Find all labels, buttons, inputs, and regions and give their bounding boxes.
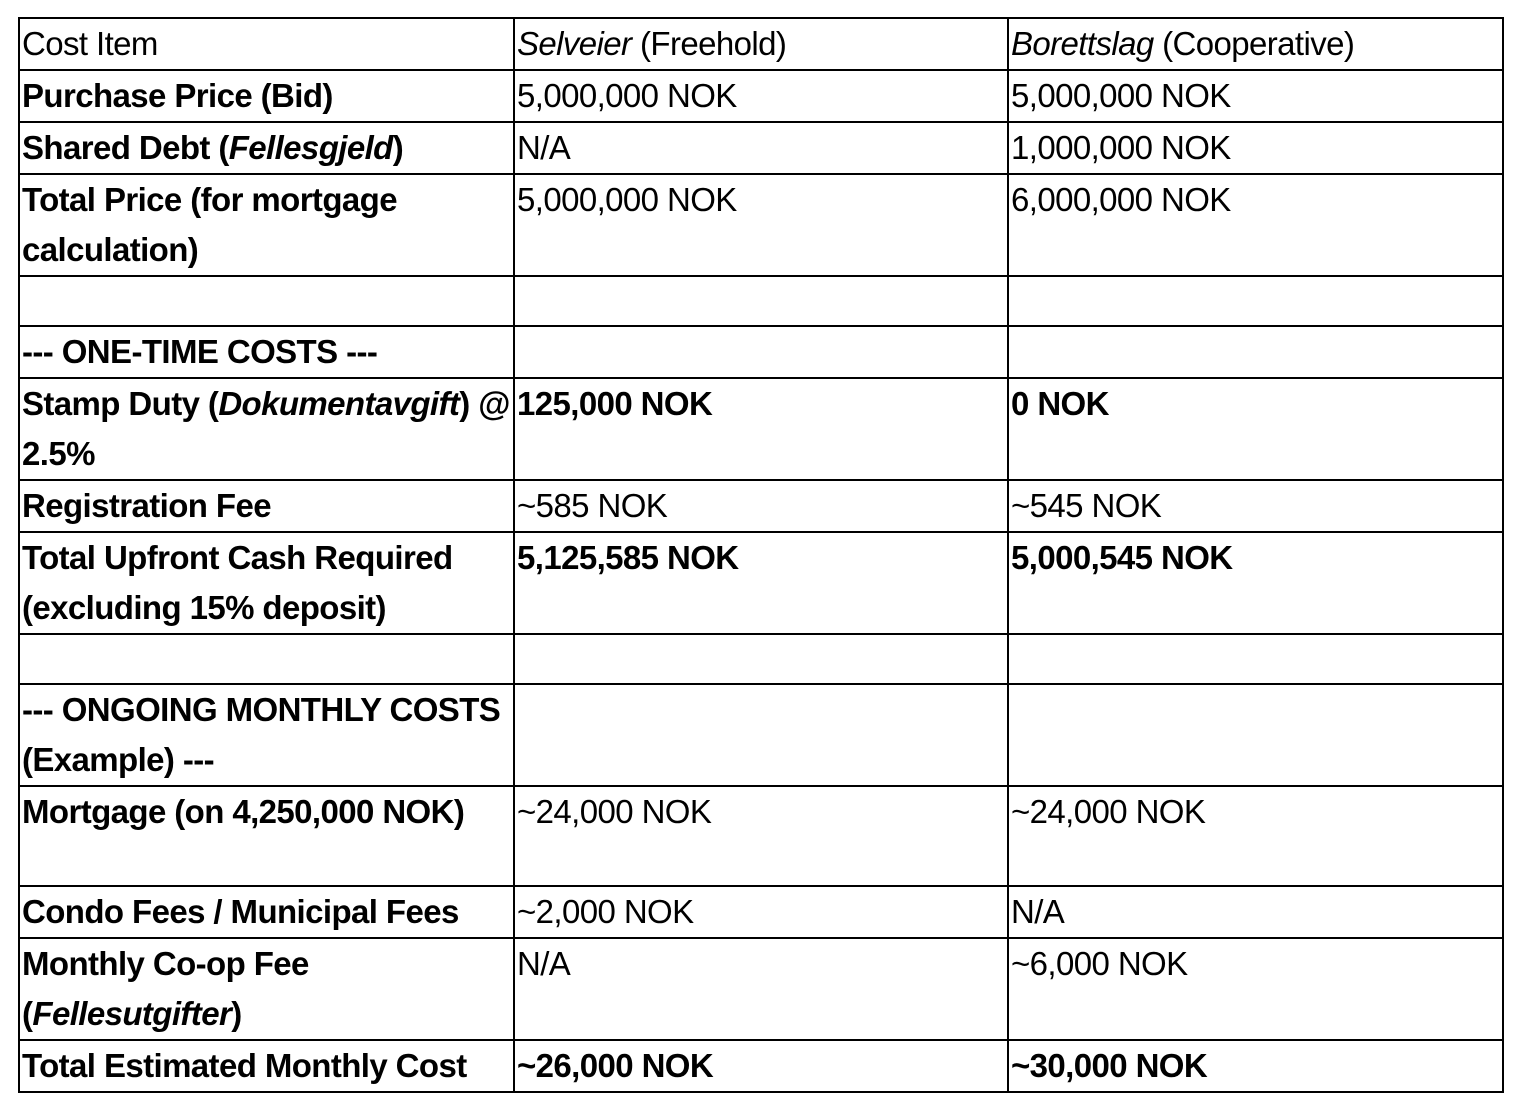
selveier-value-cell xyxy=(514,938,1008,1040)
borettslag-value-cell xyxy=(1008,886,1503,938)
cost-item-label: Registration Fee xyxy=(22,487,271,524)
cost-item-cell xyxy=(19,378,514,480)
selveier-value: ~585 NOK xyxy=(517,487,668,524)
selveier-value-cell xyxy=(514,174,1008,276)
norwegian-term: Fellesutgifter xyxy=(32,995,232,1032)
borettslag-value-cell xyxy=(1008,786,1503,886)
table-row xyxy=(19,886,1503,938)
table-row xyxy=(19,276,1503,326)
borettslag-value-cell xyxy=(1008,276,1503,326)
selveier-value: 5,125,585 NOK xyxy=(517,539,739,576)
borettslag-value-cell xyxy=(1008,174,1503,276)
borettslag-value-cell xyxy=(1008,378,1503,480)
table-row xyxy=(19,70,1503,122)
cost-item-label: ) @ 2.5% xyxy=(22,385,510,472)
selveier-value-cell xyxy=(514,786,1008,886)
table-row xyxy=(19,532,1503,634)
borettslag-value-cell xyxy=(1008,326,1503,378)
selveier-value: 5,000,000 NOK xyxy=(517,181,737,218)
header-borettslag-translation: (Cooperative) xyxy=(1153,25,1355,62)
selveier-value: N/A xyxy=(517,945,571,982)
selveier-value-cell xyxy=(514,1040,1008,1092)
cost-item-cell xyxy=(19,174,514,276)
borettslag-value: ~545 NOK xyxy=(1011,487,1162,524)
header-borettslag-term: Borettslag xyxy=(1011,25,1154,62)
selveier-value-cell xyxy=(514,276,1008,326)
selveier-value: ~26,000 NOK xyxy=(517,1047,714,1084)
cost-item-cell xyxy=(19,938,514,1040)
cost-item-label: Total Price (for mortgage calculation) xyxy=(22,181,397,268)
cost-item-label: Mortgage (on 4,250,000 NOK) xyxy=(22,793,465,830)
selveier-value-cell xyxy=(514,480,1008,532)
header-selveier xyxy=(514,18,1008,70)
selveier-value: N/A xyxy=(517,129,571,166)
cost-item-label: ) xyxy=(392,129,404,166)
cost-item-cell xyxy=(19,886,514,938)
borettslag-value-cell xyxy=(1008,684,1503,786)
borettslag-value-cell xyxy=(1008,480,1503,532)
table-row xyxy=(19,480,1503,532)
selveier-value: 125,000 NOK xyxy=(517,385,713,422)
selveier-value-cell xyxy=(514,70,1008,122)
selveier-value-cell xyxy=(514,122,1008,174)
borettslag-value-cell xyxy=(1008,634,1503,684)
borettslag-value: 1,000,000 NOK xyxy=(1011,129,1231,166)
cost-item-cell xyxy=(19,532,514,634)
cost-item-label: --- ONGOING MONTHLY COSTS (Example) --- xyxy=(22,691,501,778)
cost-item-label: Total Upfront Cash Required (excluding 15% deposit) xyxy=(22,539,453,626)
borettslag-value: 0 NOK xyxy=(1011,385,1109,422)
cost-item-label: Monthly Co-op Fee ( xyxy=(22,945,309,1032)
cost-item-label: Purchase Price (Bid) xyxy=(22,77,333,114)
selveier-value-cell xyxy=(514,886,1008,938)
table-row xyxy=(19,634,1503,684)
table-row xyxy=(19,938,1503,1040)
selveier-value-cell xyxy=(514,378,1008,480)
cost-item-cell xyxy=(19,1040,514,1092)
borettslag-value: ~30,000 NOK xyxy=(1011,1047,1208,1084)
header-cost-item xyxy=(19,18,514,70)
cost-item-cell xyxy=(19,480,514,532)
table-row xyxy=(19,786,1503,886)
table-row xyxy=(19,1040,1503,1092)
cost-item-label: ) xyxy=(231,995,242,1032)
borettslag-value: 5,000,000 NOK xyxy=(1011,77,1231,114)
selveier-value: 5,000,000 NOK xyxy=(517,77,737,114)
borettslag-value-cell xyxy=(1008,70,1503,122)
norwegian-term: Fellesgjeld xyxy=(228,129,393,166)
selveier-value-cell xyxy=(514,532,1008,634)
cost-item-cell xyxy=(19,122,514,174)
cost-item-cell xyxy=(19,786,514,886)
table-row xyxy=(19,174,1503,276)
borettslag-value: 5,000,545 NOK xyxy=(1011,539,1233,576)
borettslag-value-cell xyxy=(1008,938,1503,1040)
selveier-value-cell xyxy=(514,684,1008,786)
table-row xyxy=(19,326,1503,378)
borettslag-value: N/A xyxy=(1011,893,1065,930)
cost-item-label: Stamp Duty ( xyxy=(22,385,219,422)
cost-item-label: Total Estimated Monthly Cost xyxy=(22,1047,467,1084)
cost-item-cell xyxy=(19,70,514,122)
header-cost-item-label: Cost Item xyxy=(22,25,158,62)
cost-item-cell xyxy=(19,326,514,378)
table-row xyxy=(19,378,1503,480)
borettslag-value-cell xyxy=(1008,1040,1503,1092)
borettslag-value-cell xyxy=(1008,532,1503,634)
table-row xyxy=(19,684,1503,786)
cost-item-label: --- ONE-TIME COSTS --- xyxy=(22,333,378,370)
cost-comparison-table xyxy=(18,17,1504,1093)
selveier-value-cell xyxy=(514,634,1008,684)
norwegian-term: Dokumentavgift xyxy=(218,385,460,422)
table-header-row xyxy=(19,18,1503,70)
selveier-value: ~24,000 NOK xyxy=(517,793,712,830)
header-selveier-term: Selveier xyxy=(517,25,632,62)
table-row xyxy=(19,122,1503,174)
cost-item-label: Condo Fees / Municipal Fees xyxy=(22,893,459,930)
cost-item-cell xyxy=(19,684,514,786)
table-body xyxy=(19,70,1503,1092)
selveier-value: ~2,000 NOK xyxy=(517,893,694,930)
cost-item-label: Shared Debt ( xyxy=(22,129,229,166)
borettslag-value: ~6,000 NOK xyxy=(1011,945,1188,982)
selveier-value-cell xyxy=(514,326,1008,378)
header-borettslag xyxy=(1008,18,1503,70)
borettslag-value: ~24,000 NOK xyxy=(1011,793,1206,830)
header-selveier-translation: (Freehold) xyxy=(631,25,787,62)
borettslag-value-cell xyxy=(1008,122,1503,174)
cost-item-cell xyxy=(19,634,514,684)
borettslag-value: 6,000,000 NOK xyxy=(1011,181,1231,218)
cost-item-cell xyxy=(19,276,514,326)
